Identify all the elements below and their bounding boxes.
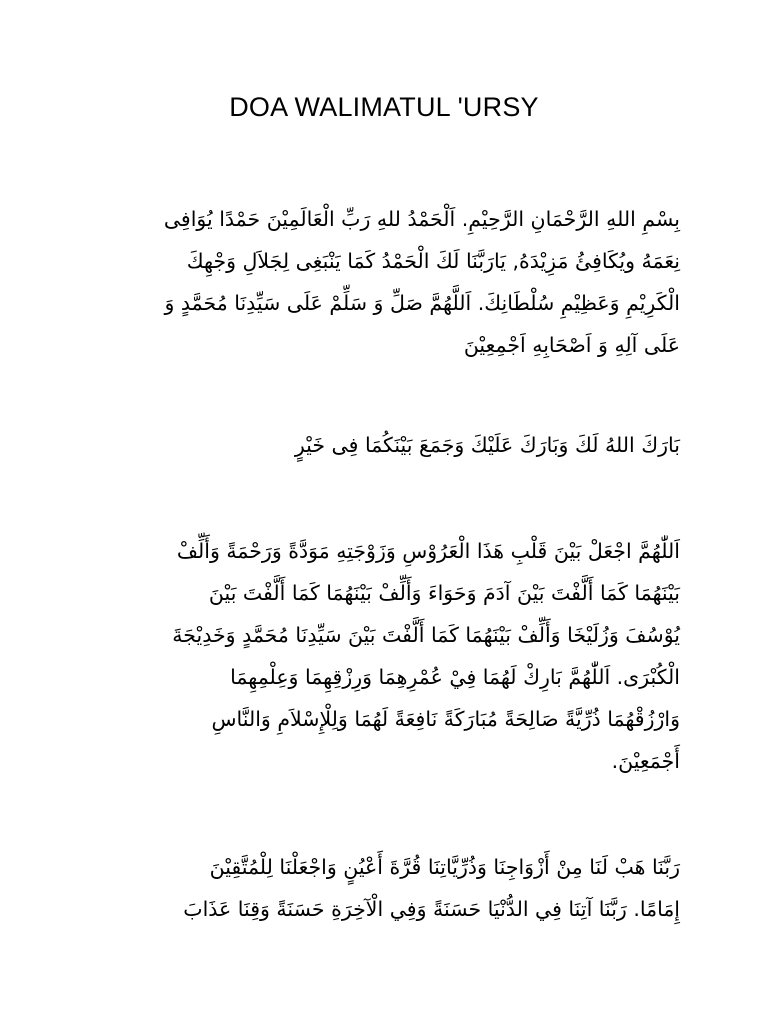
marriage-prayer-paragraph [92,530,680,782]
text-line: إِمَامًا. رَبَّنَا آتِنَا فِي الدُّنْيَا حَسَنَةً وَفِي الْآخِرَةِ حَسَنَةً وَقِنَا عَذَابَ [183,897,680,921]
opening-prayer-paragraph [92,198,680,366]
text-line: بَيْنَهُمَا كَمَا أَلَّفْتَ بَيْنَ آدَمَ وَحَوَاءَ وَأَلِّفْ بَيْنَهُمَا كَمَا أَلَّفْتَ بَيْنَ [208,581,680,605]
text-line: الْكَرِيْمِ وَعَظِيْمِ سُلْطَانِكَ. اَللَّهُمَّ صَلِّ وَ سَلِّمْ عَلَى سَيِّدِنَا مُحَمَّدٍ وَ [164,291,680,315]
text-line: بِسْمِ اللهِ الرَّحْمَانِ الرَّحِيْمِ. اَلْحَمْدُ للهِ رَبِّ الْعَالَمِيْنَ حَمْدًا يُوَافِى [163,207,680,231]
text-line: عَلَى آلِهِ وَ اَصْحَابِهِ اَجْمِعِيْنَ [463,333,680,357]
text-line: يُوْسُفَ وَزُلَيْخَا وَأَلِّفْ بَيْنَهُمَا كَمَا أَلَّفْتَ بَيْنَ سَيِّدِنَا مُحَمَّدٍ وَخَدِيْجَةَ [172,623,680,647]
barakallah-paragraph [92,424,680,466]
text-line: نِعَمَهُ ويُكَافِئُ مَزِيْدَهُ, يَارَبَّنَا لَكَ الْحَمْدُ كَمَا يَنْبَغِى لِجَلاَلِ وَجْهِكَ [186,249,680,273]
text-line: أَجْمَعِيْنَ. [611,749,680,773]
text-line: اَللّٰهُمَّ اجْعَلْ بَيْنَ قَلْبِ هَذَا الْعَرُوْسِ وَزَوْجَتِهِ مَوَدَّةً وَرَحْمَةً وَأَلِّفْ [176,539,680,563]
text-line: وَارْزُقْهُمَا ذُرِّيَّةً صَالِحَةً مُبَارَكَةً نَافِعَةً لَهُمَا وَلِلْإِسْلاَمِ وَالنَّاسِ [211,707,680,731]
rabbana-paragraph [92,846,680,930]
text-line: رَبَّنَا هَبْ لَنَا مِنْ أَزْوَاجِنَا وَذُرِّيَّاتِنَا قُرَّةَ أَعْيُنٍ وَاجْعَلْنَا لِلْمُتَّقِيْنَ [209,855,680,879]
text-line: الْكُبْرَى. اَللّٰهُمَّ بَارِكْ لَهُمَا فِيْ عُمْرِهِمَا وَرِزْقِهِمَا وَعِلْمِهِمَا [230,665,680,689]
page-title: DOA WALIMATUL 'URSY [229,92,539,122]
text-line: بَارَكَ اللهُ لَكَ وَبَارَكَ عَلَيْكَ وَجَمَعَ بَيْنَكُمَا فِى خَيْرٍ [294,433,680,457]
